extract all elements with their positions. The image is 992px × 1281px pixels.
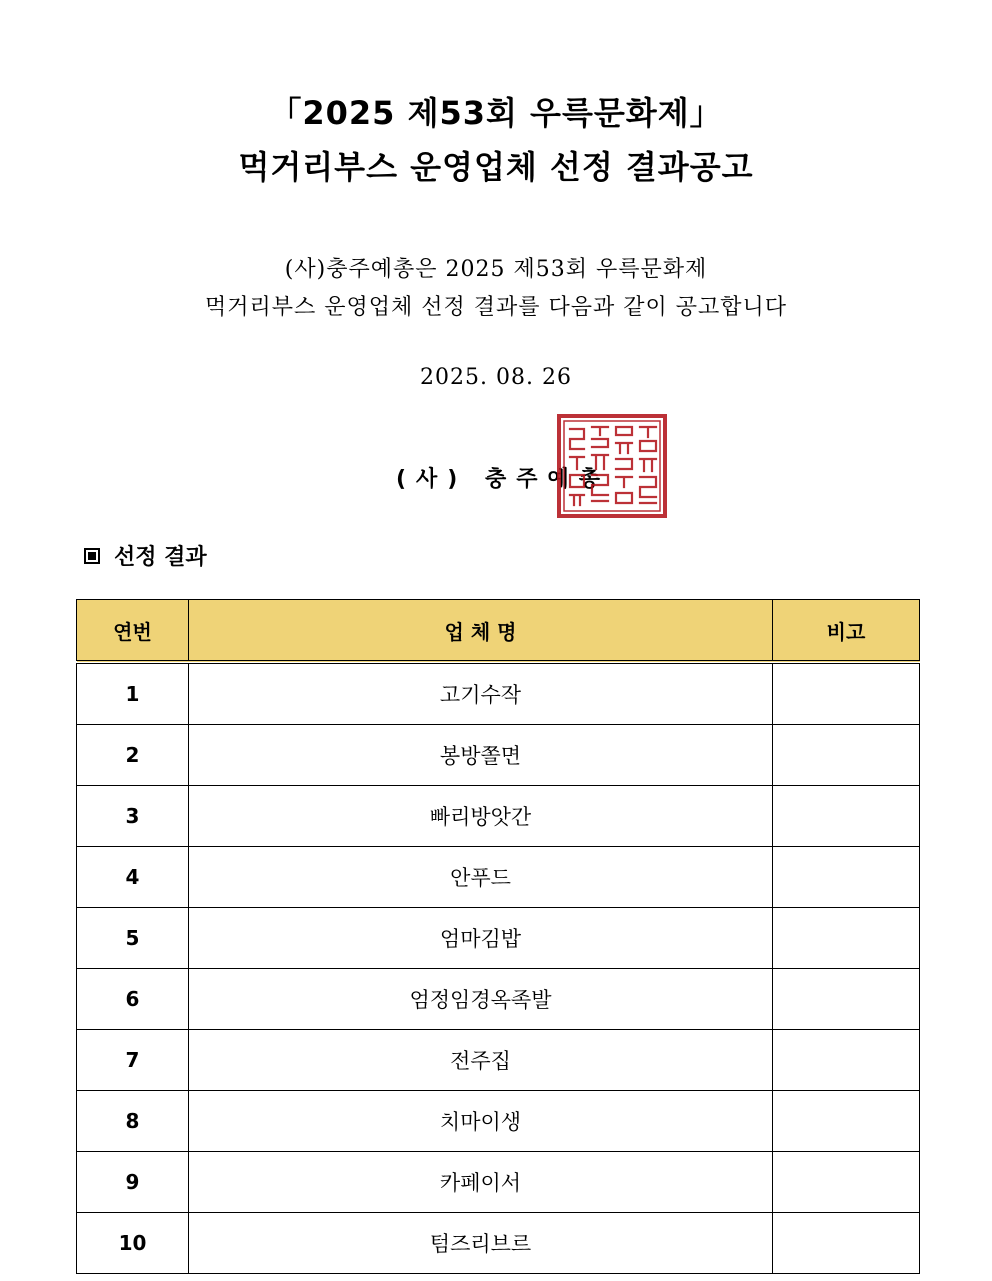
title-line-2: 먹거리부스 운영업체 선정 결과공고 xyxy=(238,148,754,186)
row-number: 10 xyxy=(77,1213,189,1274)
table-row xyxy=(77,786,920,847)
column-header-note: 비고 xyxy=(773,600,920,663)
company-name: 엄정임경옥족발 xyxy=(189,969,773,1030)
table-row xyxy=(77,725,920,786)
row-note xyxy=(773,908,920,969)
row-number: 2 xyxy=(77,725,189,786)
company-name: 전주집 xyxy=(189,1030,773,1091)
row-note xyxy=(773,847,920,908)
company-name: 텀즈리브르 xyxy=(189,1213,773,1274)
table-row xyxy=(77,1213,920,1274)
table-row xyxy=(77,662,920,725)
filled-square-icon xyxy=(84,548,100,564)
company-name: 안푸드 xyxy=(189,847,773,908)
table-row xyxy=(77,908,920,969)
table-row xyxy=(77,969,920,1030)
announcement-date: 2025. 08. 26 xyxy=(420,365,572,390)
section-header xyxy=(84,540,207,571)
company-name: 카페이서 xyxy=(189,1152,773,1213)
row-number: 8 xyxy=(77,1091,189,1152)
intro-line-1: (사)충주예총은 2025 제53회 우륵문화제 xyxy=(284,257,708,282)
row-note xyxy=(773,1030,920,1091)
section-title: 선정 결과 xyxy=(114,545,207,570)
company-name: 빠리방앗간 xyxy=(189,786,773,847)
column-header-company: 업 체 명 xyxy=(189,600,773,663)
row-note xyxy=(773,786,920,847)
company-name: 엄마김밥 xyxy=(189,908,773,969)
row-note xyxy=(773,725,920,786)
table-row xyxy=(77,1030,920,1091)
intro-line-2: 먹거리부스 운영업체 선정 결과를 다음과 같이 공고합니다 xyxy=(204,295,787,320)
company-name: 봉방쫄면 xyxy=(189,725,773,786)
table-row xyxy=(77,1091,920,1152)
table-row xyxy=(77,1152,920,1213)
row-number: 4 xyxy=(77,847,189,908)
row-number: 6 xyxy=(77,969,189,1030)
row-number: 3 xyxy=(77,786,189,847)
row-number: 5 xyxy=(77,908,189,969)
company-name: 고기수작 xyxy=(189,662,773,725)
organization-name: (사) 충주예총 xyxy=(396,467,611,492)
row-note xyxy=(773,1213,920,1274)
company-name: 치마이생 xyxy=(189,1091,773,1152)
title-line-1: 「2025 제53회 우륵문화제」 xyxy=(269,94,723,132)
row-number: 9 xyxy=(77,1152,189,1213)
official-seal-icon xyxy=(556,413,668,519)
row-number: 7 xyxy=(77,1030,189,1091)
row-note xyxy=(773,662,920,725)
row-note xyxy=(773,1091,920,1152)
column-header-number: 연번 xyxy=(77,600,189,663)
selection-result-table xyxy=(76,599,920,1274)
row-note xyxy=(773,969,920,1030)
row-note xyxy=(773,1152,920,1213)
row-number: 1 xyxy=(77,662,189,725)
table-header-row xyxy=(77,600,920,663)
table-row xyxy=(77,847,920,908)
